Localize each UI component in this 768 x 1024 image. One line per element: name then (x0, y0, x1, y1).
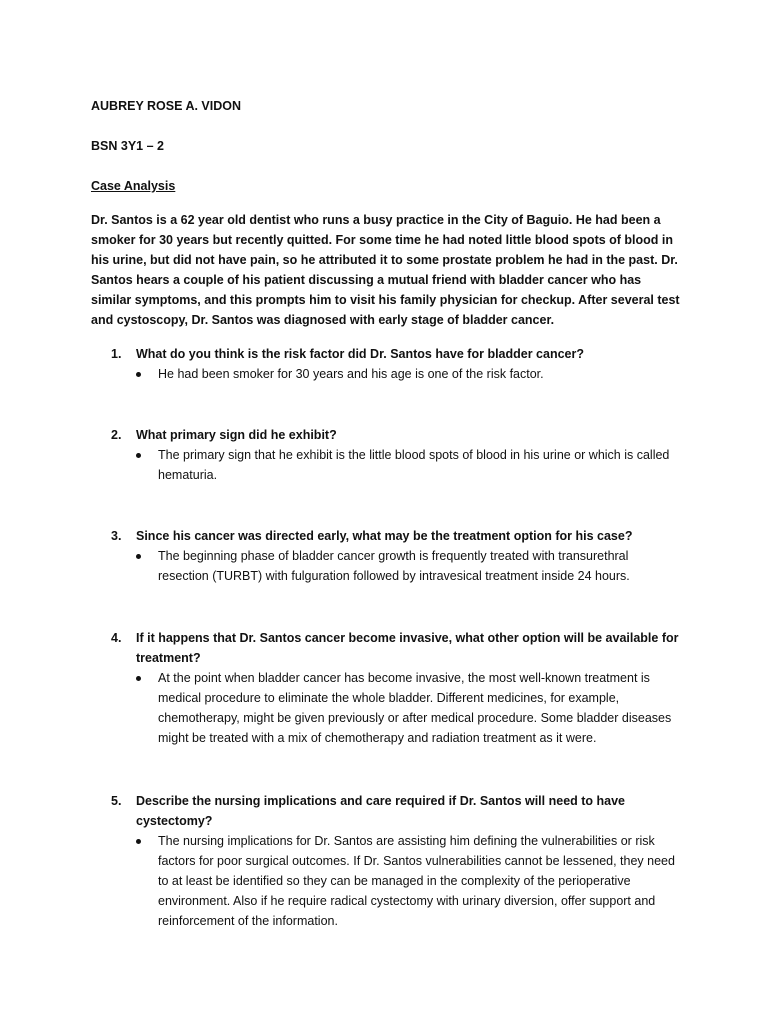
bullet-icon (136, 372, 141, 377)
question-text: What primary sign did he exhibit? (136, 428, 337, 442)
question-number: 2. (111, 428, 122, 442)
question-number: 1. (111, 347, 122, 361)
author-name: AUBREY ROSE A. VIDON (91, 99, 242, 113)
section-heading: Case Analysis (91, 179, 176, 193)
question-number: 4. (111, 631, 122, 645)
question-text: What do you think is the risk factor did Dr. Santos have for bladder cancer? (136, 347, 585, 361)
question-item (91, 425, 681, 485)
answer-item (136, 364, 681, 384)
question-text: Describe the nursing implications and care required if Dr. Santos will need to have cystectomy? (136, 794, 626, 828)
answer-item (136, 546, 681, 586)
answer-text: The primary sign that he exhibit is the little blood spots of blood in his urine or which is called hematuria. (158, 448, 670, 482)
class-section: BSN 3Y1 – 2 (91, 139, 164, 153)
answer-text: He had been smoker for 30 years and his age is one of the risk factor. (158, 367, 544, 381)
question-text: Since his cancer was directed early, what may be the treatment option for his case? (136, 529, 633, 543)
question-text: If it happens that Dr. Santos cancer become invasive, what other option will be available for treatment? (136, 631, 679, 665)
case-paragraph: Dr. Santos is a 62 year old dentist who runs a busy practice in the City of Baguio. He had been a smoker for 30 years but recently quitted. For some time he had noted little blood spots of blood in his urine, but did not have pain, so he attributed it to some prostate problem he had in the past. Dr. Santos hears a couple of his patient discussing a mutual friend with bladder cancer who has similar symptoms, and this prompts him to visit his family physician for checkup. After several test and cystoscopy, Dr. Santos was diagnosed with early stage of bladder cancer. (91, 213, 680, 327)
answer-text: The beginning phase of bladder cancer growth is frequently treated with transurethral resection (TURBT) with fulguration followed by intravesical treatment inside 24 hours. (158, 549, 630, 583)
answer-text: At the point when bladder cancer has become invasive, the most well-known treatment is medical procedure to eliminate the whole bladder. Different medicines, for example, chemotherapy, might be given previously or after medical procedure. Some bladder diseases might be treated with a mix of chemotherapy and radiation treatment as it were. (158, 671, 672, 745)
bullet-icon (136, 453, 141, 458)
question-number: 3. (111, 529, 122, 543)
answer-item (136, 445, 681, 485)
question-list (91, 344, 681, 931)
question-number: 5. (111, 794, 122, 808)
question-item (91, 628, 681, 748)
answer-text: The nursing implications for Dr. Santos are assisting him defining the vulnerabilities or risk factors for poor surgical outcomes. If Dr. Santos vulnerabilities cannot be lessened, they need to at least be identified so they can be managed in the complexity of the perioperative environment. Also if he require radical cystectomy with urinary diversion, offer support and reinforcement of the information. (158, 834, 675, 928)
document-body (91, 96, 681, 931)
bullet-icon (136, 554, 141, 559)
bullet-icon (136, 676, 141, 681)
question-item (91, 791, 681, 931)
answer-item (136, 831, 681, 931)
answer-item (136, 668, 681, 748)
question-item (91, 344, 681, 384)
question-item (91, 526, 681, 586)
bullet-icon (136, 839, 141, 844)
